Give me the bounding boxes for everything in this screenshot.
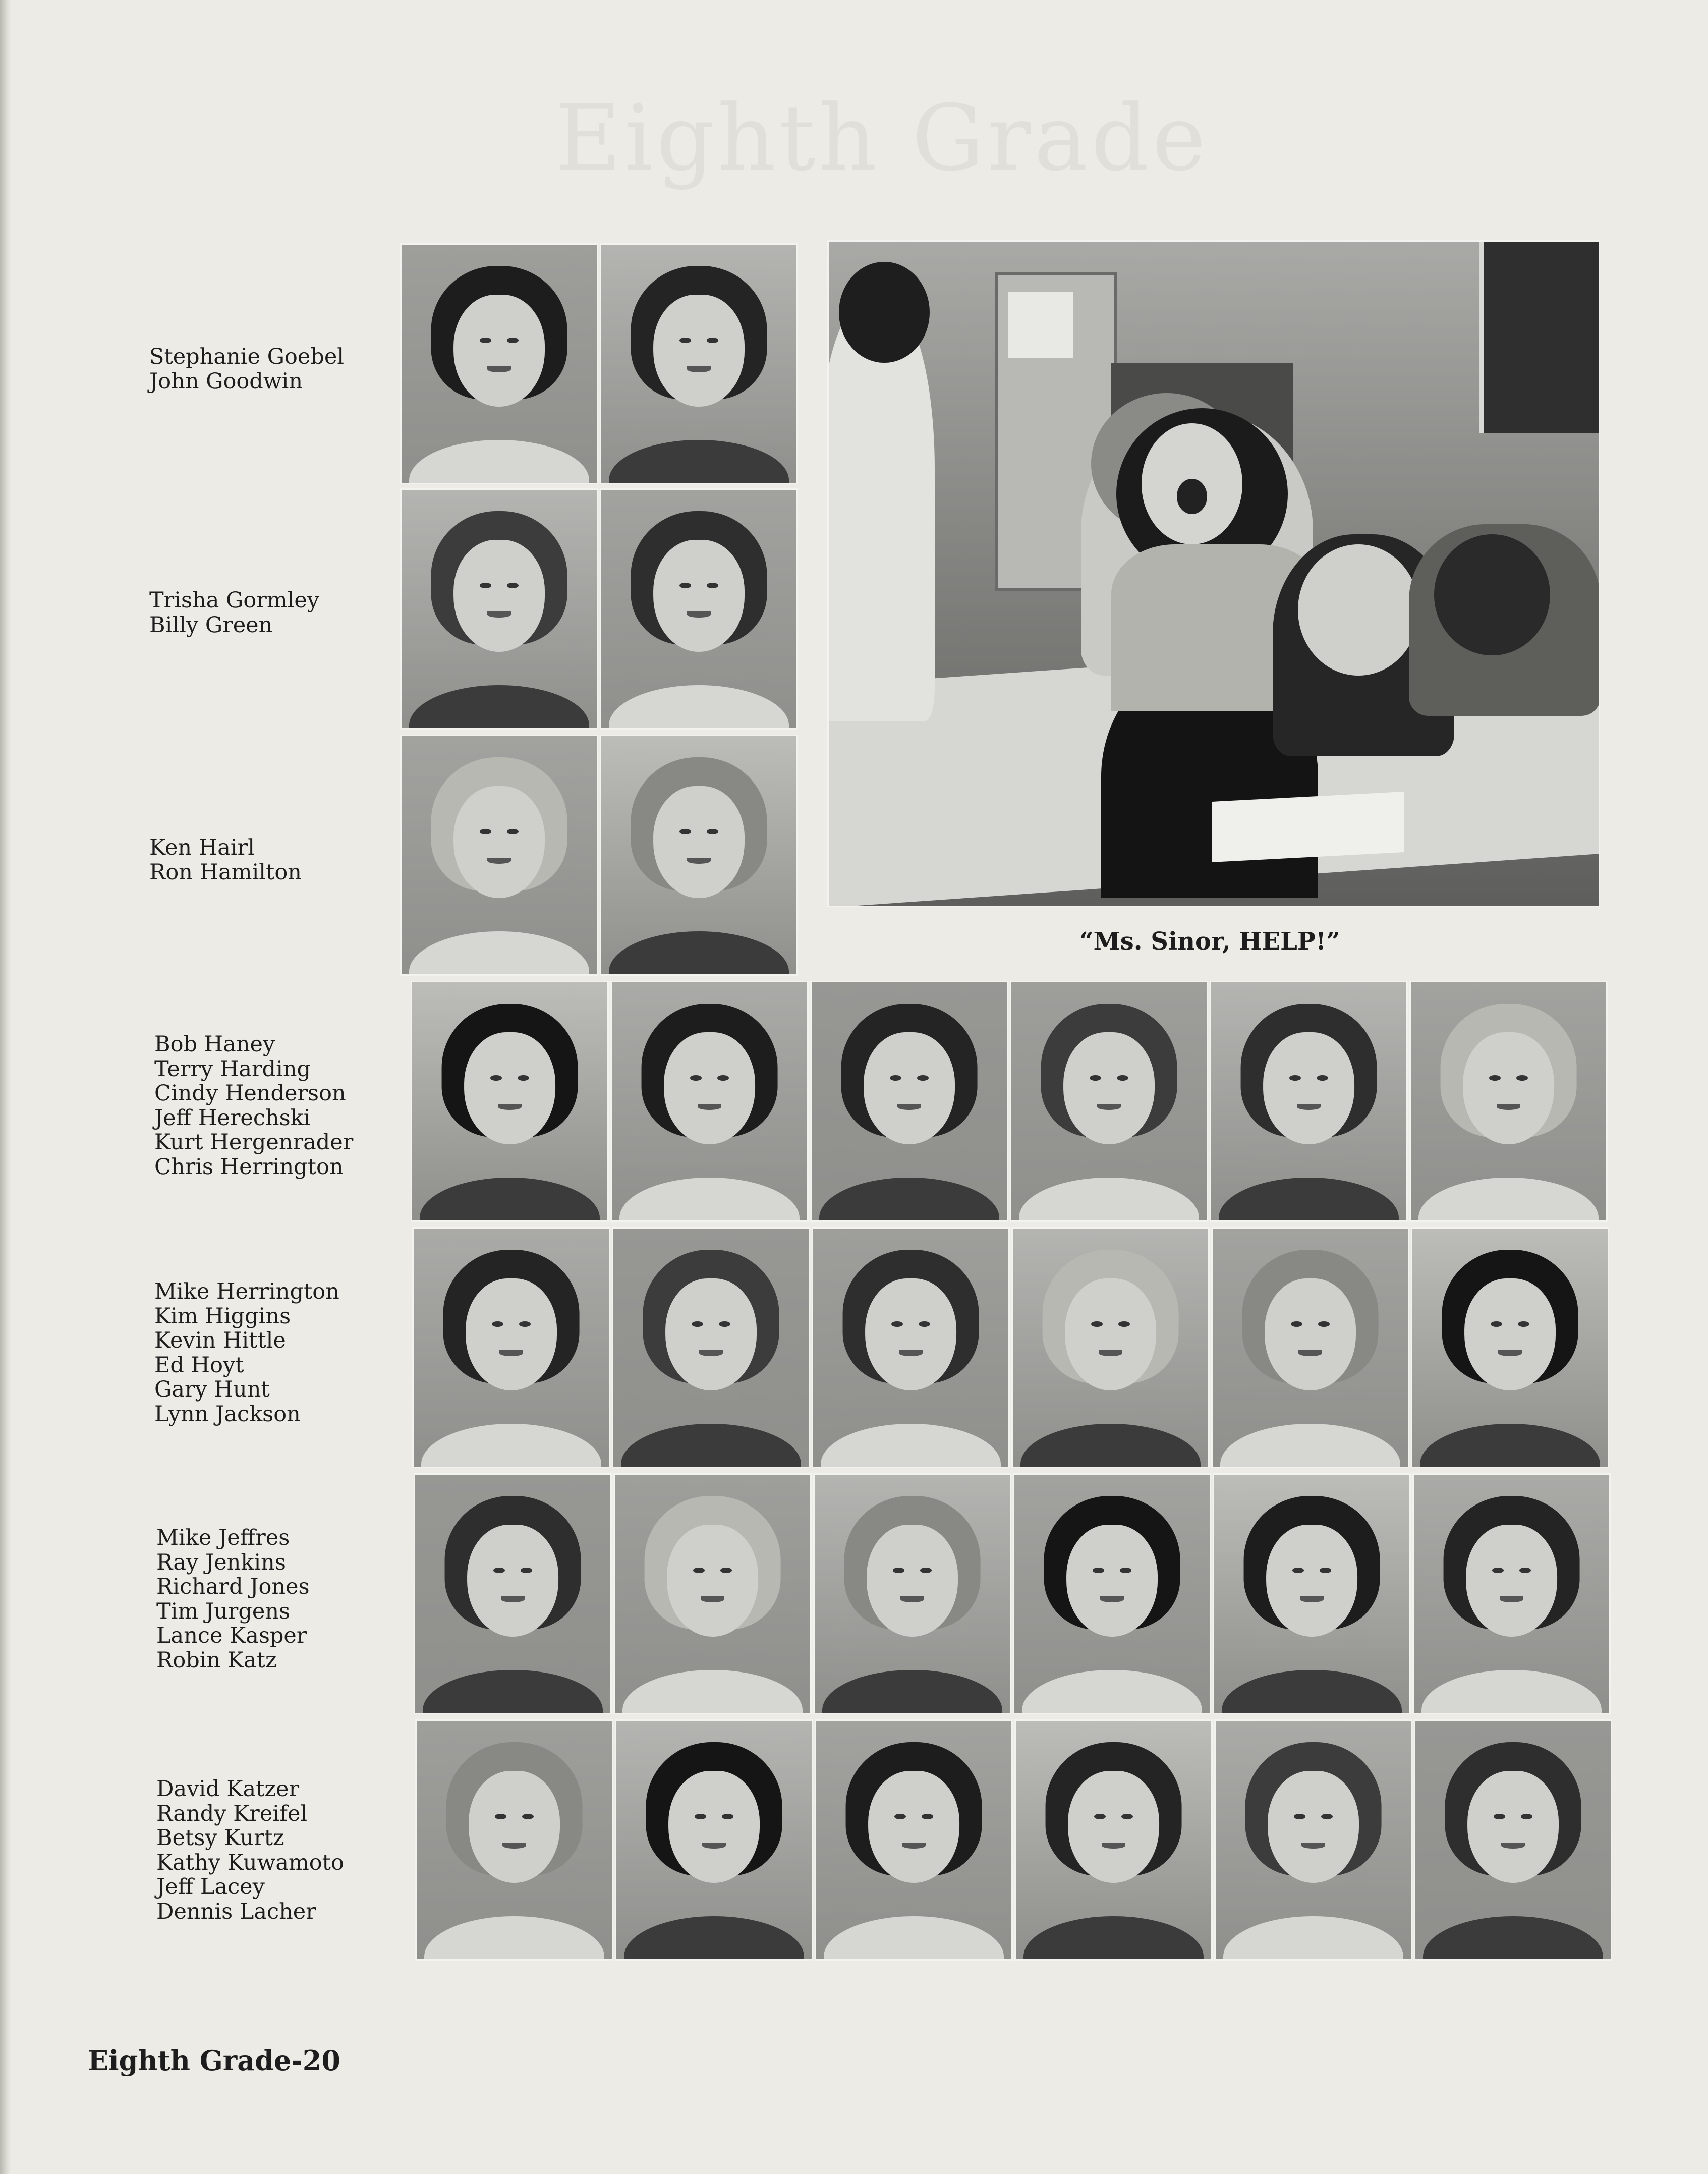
right-student-hair: [1434, 534, 1550, 655]
student-name: Kurt Hergenrader: [154, 1130, 354, 1155]
student-portrait-photo: [813, 1473, 1011, 1714]
yawning-mouth: [1177, 479, 1207, 514]
student-portrait-photo: [1411, 1227, 1609, 1468]
student-portrait-photo: [1412, 1473, 1611, 1714]
student-name: Gary Hunt: [154, 1377, 270, 1402]
student-name: Lance Kasper: [156, 1623, 307, 1648]
student-portrait-photo: [1210, 981, 1408, 1222]
student-portrait-photo: [1013, 1473, 1211, 1714]
student-hair: [839, 262, 930, 363]
student-portrait-photo: [810, 981, 1008, 1222]
student-name: Betsy Kurtz: [156, 1825, 284, 1851]
student-name: Cindy Henderson: [154, 1081, 346, 1106]
paper: [1212, 792, 1404, 862]
student-name: Bob Haney: [154, 1032, 275, 1057]
student-portrait-photo: [1213, 1473, 1411, 1714]
student-portrait-photo: [400, 243, 598, 484]
name-list-row-6: [156, 1526, 310, 1673]
student-name: Jeff Lacey: [156, 1874, 265, 1900]
student-name: David Katzer: [156, 1776, 300, 1802]
student-name: Mike Jeffres: [156, 1525, 290, 1550]
student-portrait-photo: [412, 1227, 610, 1468]
student-portrait-photo: [411, 981, 609, 1222]
bleed-through-title: Eighth Grade: [555, 86, 1209, 191]
student-portrait-photo: [600, 243, 798, 484]
student-name: Lynn Jackson: [154, 1401, 301, 1427]
student-portrait-photo: [1211, 1227, 1409, 1468]
student-portrait-photo: [414, 1473, 612, 1714]
student-portrait-photo: [1010, 981, 1208, 1222]
student-name: Randy Kreifel: [156, 1801, 308, 1826]
chalkboard: [1479, 242, 1600, 433]
name-list-row-3: [149, 835, 302, 884]
student-portrait-photo: [1409, 981, 1608, 1222]
student-name: Ed Hoyt: [154, 1352, 244, 1378]
student-name: John Goodwin: [149, 368, 303, 394]
student-name: Kevin Hittle: [154, 1328, 286, 1353]
student-portrait-photo: [600, 488, 798, 730]
page-folio: Eighth Grade-20: [88, 2044, 340, 2077]
student-portrait-photo: [415, 1719, 613, 1961]
student-name: Ray Jenkins: [156, 1549, 286, 1575]
student-name: Billy Green: [149, 612, 273, 638]
student-name: Ken Hairl: [149, 835, 255, 860]
student-name: Tim Jurgens: [156, 1598, 291, 1624]
student-portrait-photo: [613, 1473, 812, 1714]
student-portrait-photo: [1014, 1719, 1213, 1961]
student-name: Robin Katz: [156, 1647, 277, 1673]
student-portrait-photo: [815, 1719, 1013, 1961]
door-sign: [1008, 292, 1073, 358]
student-portrait-photo: [1011, 1227, 1210, 1468]
student-portrait-photo: [612, 1227, 810, 1468]
student-portrait-photo: [400, 488, 598, 730]
student-name: Chris Herrington: [154, 1154, 344, 1180]
student-name: Kathy Kuwamoto: [156, 1850, 344, 1875]
writing-student-face: [1298, 544, 1419, 676]
name-list-row-7: [156, 1777, 344, 1924]
student-name: Dennis Lacher: [156, 1899, 316, 1924]
student-portrait-photo: [1414, 1719, 1612, 1961]
name-list-row-5: [154, 1279, 339, 1426]
student-portrait-photo: [812, 1227, 1010, 1468]
student-name: Trisha Gormley: [149, 588, 320, 613]
student-portrait-photo: [1214, 1719, 1412, 1961]
page-edge: [0, 0, 11, 2174]
student-portrait-photo: [400, 735, 598, 976]
student-name: Kim Higgins: [154, 1303, 291, 1329]
student-name: Terry Harding: [154, 1056, 311, 1082]
name-list-row-4: [154, 1032, 353, 1179]
photo-caption: “Ms. Sinor, HELP!”: [1079, 927, 1340, 956]
classroom-candid-photo: [827, 240, 1600, 907]
student-name: Mike Herrington: [154, 1279, 339, 1304]
student-name: Jeff Herechski: [154, 1105, 311, 1131]
name-list-row-2: [149, 588, 319, 637]
student-portrait-photo: [610, 981, 809, 1222]
student-portrait-photo: [600, 735, 798, 976]
name-list-row-1: [149, 345, 344, 394]
student-portrait-photo: [615, 1719, 813, 1961]
student-name: Richard Jones: [156, 1574, 310, 1599]
student-name: Stephanie Goebel: [149, 344, 345, 369]
student-name: Ron Hamilton: [149, 859, 302, 885]
standing-student: [827, 302, 935, 721]
